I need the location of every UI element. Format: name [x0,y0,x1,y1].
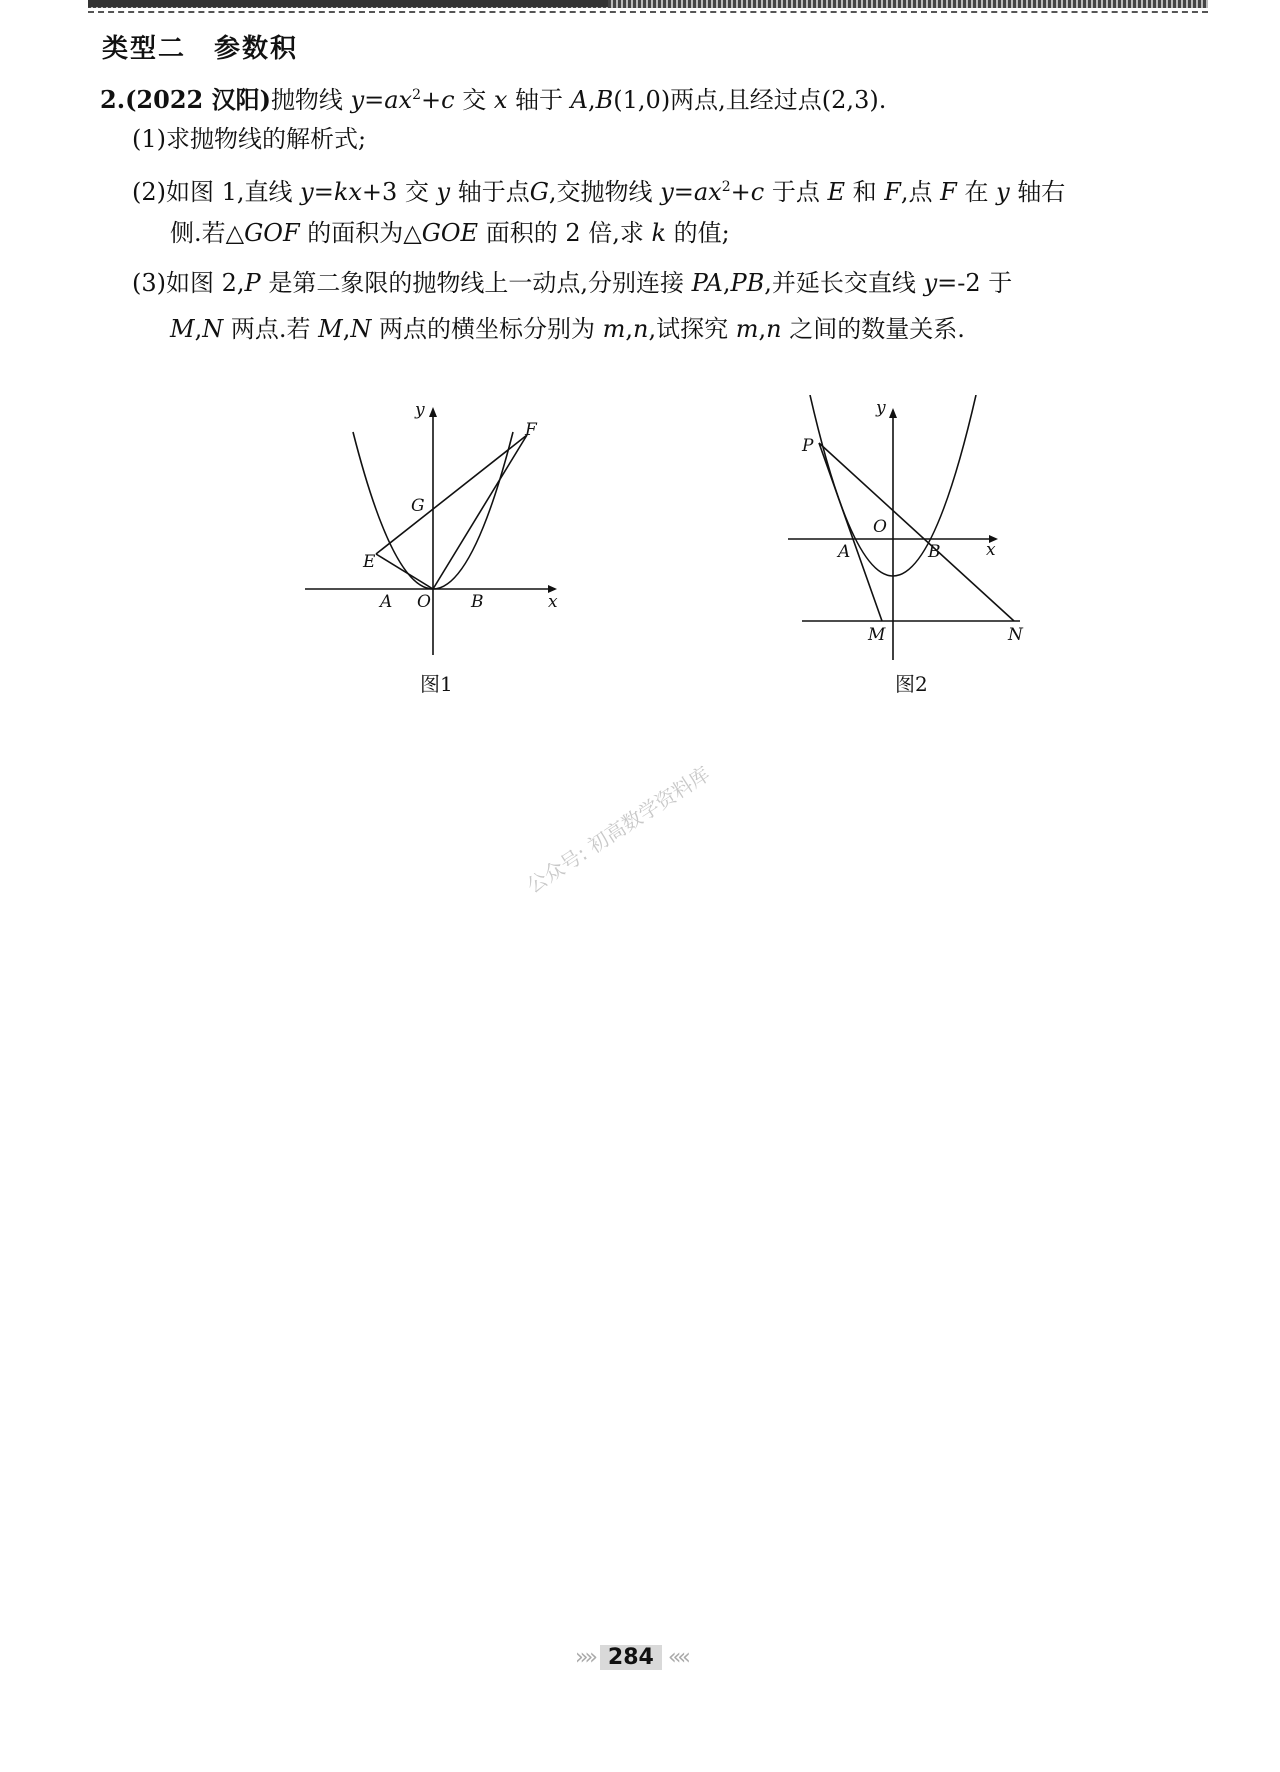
part2-text: ,交抛物线 [548,178,661,206]
part3-segment-pb: PB [730,269,765,297]
part3-var-n: n [766,315,782,343]
part3-comma: , [194,315,203,343]
part2-text: 轴右 [1009,178,1066,206]
fig2-label-y: y [876,398,886,418]
part3-comma: , [722,269,731,297]
part2-point-g: G [529,178,549,206]
part3-point-m: M [318,315,343,343]
section-title-topic: 参数积 [214,34,299,64]
figure-1-caption: 图1 [420,672,453,696]
fig2-label-a: A [838,542,851,562]
stem-text: 抛物线 [270,86,351,114]
part2-var-y: y [996,178,1010,206]
part2-parabola-tail: +c [730,178,765,206]
part2-text: 轴于点 [450,178,530,206]
header-dashed-line [88,11,1208,13]
part2-text: (2)如图 1,直线 [132,178,301,206]
fig1-label-g: G [411,496,425,516]
part3-var-n: n [633,315,649,343]
question-part-2-line-2 [170,210,730,256]
section-title-type: 类型二 [102,34,187,64]
part3-comma: , [342,315,351,343]
part3-text: 两点.若 [223,315,319,343]
part2-text: 面积的 2 倍,求 [478,219,652,247]
fig1-label-f: F [525,420,537,440]
page-chevron-left: »» [575,1644,594,1670]
part3-comma: , [758,315,767,343]
fig1-segment-eo [376,554,433,589]
part2-text: 的面积为△ [299,219,422,247]
section-title [102,28,298,65]
stem-text: 交 [454,86,494,114]
fig2-label-b: B [928,542,941,562]
fig1-segment-of [433,435,527,589]
fig2-label-n: N [1008,625,1023,645]
stem-exponent: 2 [412,87,422,103]
stem-text: 轴于 [507,86,571,114]
part2-text: +3 交 [361,178,437,206]
question-part-2 [132,164,1212,215]
question-number: 2. [100,85,126,114]
fig1-label-b: B [471,592,484,612]
part2-triangle-gof: GOF [244,219,300,247]
part2-exponent: 2 [721,179,731,195]
part2-var-k: k [651,219,667,247]
stem-equation-tail: +c [421,86,455,114]
stem-point-a: A [570,86,588,114]
part3-var-y: y [923,269,938,297]
part3-point-m: M [170,315,195,343]
watermark: 公众号: 初高数学资料库 [522,761,715,898]
part2-point-f: F [884,178,901,206]
fig2-label-x: x [986,540,996,560]
stem-text: (1,0)两点,且经过点(2,3). [613,86,887,114]
part3-point-p: P [244,269,261,297]
part2-text: 在 [956,178,997,206]
part3-comma: , [625,315,633,343]
fig1-y-arrow [429,407,437,417]
part3-var-m: m [602,315,626,343]
page-number: 284 [600,1645,662,1670]
fig2-label-m: M [868,625,886,645]
header-rule-bold [88,0,608,7]
question-part-3-line-2 [170,306,965,352]
stem-equation: y=ax [350,86,413,114]
part3-point-n: N [350,315,372,343]
part3-text: 两点的横坐标分别为 [371,315,603,343]
fig2-label-p: P [802,436,814,456]
part2-line-equation: y=kx [300,178,362,206]
stem-var-x: x [493,86,508,114]
part2-text: 的值; [666,219,730,247]
question-part-1: (1)求抛物线的解析式; [132,125,367,153]
fig2-label-o: O [873,517,887,537]
fig1-label-e: E [363,552,376,572]
part2-text: ,点 [900,178,941,206]
question-part-3 [132,260,1212,306]
fig2-line-pn [819,443,1014,621]
fig1-label-o: O [417,592,431,612]
part2-triangle-goe: GOE [421,219,479,247]
part3-text: =-2 于 [937,269,1013,297]
question-source: (2022 汉阳) [125,85,271,114]
part3-segment-pa: PA [691,269,723,297]
fig2-y-arrow [889,408,897,418]
part2-point-e: E [827,178,845,206]
fig1-line-ef [376,435,527,554]
part2-text: 侧.若△ [170,219,245,247]
part2-text: 于点 [764,178,828,206]
part3-var-m: m [735,315,759,343]
figure-2 [780,395,1040,665]
fig1-label-a: A [380,592,393,612]
stem-comma: , [588,86,596,114]
figure-2-caption: 图2 [895,672,928,696]
fig1-label-y: y [415,400,425,420]
page-number-area [575,1642,687,1672]
part2-var-y: y [436,178,451,206]
part3-text: ,并延长交直线 [764,269,924,297]
part3-text: 是第二象限的抛物线上一动点,分别连接 [260,269,692,297]
part3-text: 之间的数量关系. [781,315,965,343]
fig1-label-x: x [548,592,558,612]
part2-point-f: F [940,178,957,206]
part3-text: ,试探究 [648,315,736,343]
page-chevron-right: «« [667,1644,687,1670]
part2-parabola-equation: y=ax [660,178,722,206]
part3-point-n: N [202,315,224,343]
stem-point-b: B [595,86,614,114]
part2-text: 和 [844,178,885,206]
figure-1 [305,395,565,665]
part3-text: (3)如图 2, [132,269,245,297]
